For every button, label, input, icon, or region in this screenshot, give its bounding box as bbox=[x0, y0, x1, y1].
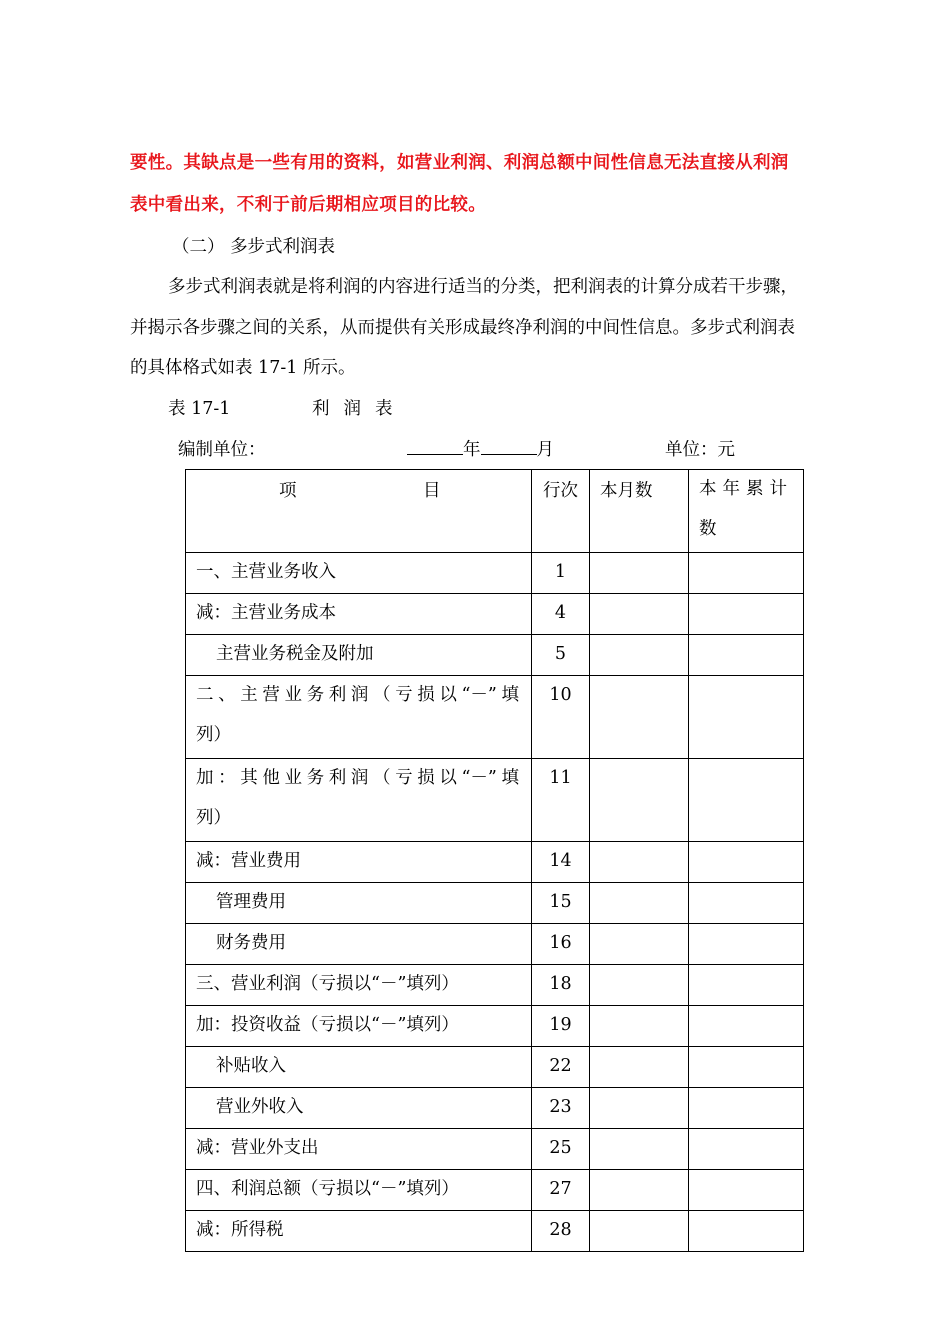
row-number: 22 bbox=[549, 1056, 572, 1076]
ytd-cell[interactable] bbox=[689, 1211, 804, 1252]
this-month-cell[interactable] bbox=[590, 759, 689, 842]
row-item-wrap bbox=[186, 758, 531, 838]
header-item-left: 项 bbox=[279, 481, 297, 501]
table-row bbox=[186, 1170, 804, 1211]
row-item: 减：主营业务成本 bbox=[196, 603, 336, 623]
row-number: 10 bbox=[549, 685, 572, 705]
row-item-line2: 列） bbox=[196, 725, 231, 745]
table-row bbox=[186, 965, 804, 1006]
this-month-cell[interactable] bbox=[590, 1006, 689, 1047]
row-number: 11 bbox=[549, 768, 572, 788]
month-label: 月 bbox=[536, 440, 554, 460]
section-heading: （二） 多步式利润表 bbox=[172, 237, 336, 257]
month-blank[interactable] bbox=[481, 438, 537, 455]
table-number: 表 17-1 bbox=[168, 399, 231, 419]
row-number: 16 bbox=[549, 933, 572, 953]
ytd-cell[interactable] bbox=[689, 676, 804, 759]
table-row bbox=[186, 1006, 804, 1047]
ytd-cell[interactable] bbox=[689, 842, 804, 883]
year-blank[interactable] bbox=[407, 438, 463, 455]
row-number: 5 bbox=[554, 644, 567, 664]
ytd-cell[interactable] bbox=[689, 883, 804, 924]
this-month-cell[interactable] bbox=[590, 553, 689, 594]
table-row bbox=[186, 1129, 804, 1170]
table-row bbox=[186, 676, 804, 759]
row-number: 23 bbox=[549, 1097, 572, 1117]
ytd-cell[interactable] bbox=[689, 1047, 804, 1088]
table-row bbox=[186, 553, 804, 594]
ytd-cell[interactable] bbox=[689, 553, 804, 594]
row-number: 19 bbox=[549, 1015, 572, 1035]
compiler-label: 编制单位： bbox=[178, 440, 266, 460]
row-item-wrap bbox=[186, 675, 531, 755]
row-item: 财务费用 bbox=[216, 933, 286, 953]
row-item: 一、主营业务收入 bbox=[196, 562, 336, 582]
row-item-line2: 列） bbox=[196, 808, 231, 828]
table-title: 利润表 bbox=[312, 399, 407, 419]
ytd-cell[interactable] bbox=[689, 1170, 804, 1211]
ytd-cell[interactable] bbox=[689, 1129, 804, 1170]
table-row bbox=[186, 635, 804, 676]
row-item: 管理费用 bbox=[216, 892, 286, 912]
header-this-month bbox=[590, 470, 689, 553]
row-number: 27 bbox=[549, 1179, 572, 1199]
this-month-cell[interactable] bbox=[590, 1047, 689, 1088]
year-label: 年 bbox=[463, 440, 481, 460]
row-number: 1 bbox=[554, 562, 567, 582]
this-month-cell[interactable] bbox=[590, 842, 689, 883]
income-statement-table bbox=[185, 469, 804, 1252]
ytd-cell[interactable] bbox=[689, 965, 804, 1006]
this-month-cell[interactable] bbox=[590, 676, 689, 759]
section-body-line-2: 并揭示各步骤之间的关系，从而提供有关形成最终净利润的中间性信息。多步式利润表 bbox=[130, 318, 795, 338]
row-number: 28 bbox=[549, 1220, 572, 1240]
row-item: 三、营业利润（亏损以“－”填列） bbox=[196, 974, 459, 994]
red-paragraph-line-1: 要性。其缺点是一些有用的资料，如营业利润、利润总额中间性信息无法直接从利润 bbox=[130, 153, 789, 173]
row-item: 主营业务税金及附加 bbox=[216, 644, 374, 664]
header-row-no bbox=[532, 470, 590, 553]
row-item: 减：营业费用 bbox=[196, 851, 301, 871]
ytd-cell[interactable] bbox=[689, 635, 804, 676]
ytd-cell[interactable] bbox=[689, 1006, 804, 1047]
table-row bbox=[186, 883, 804, 924]
row-number: 25 bbox=[549, 1138, 572, 1158]
row-item-line1: 二、主营业务利润（亏损以“－”填 bbox=[196, 685, 519, 705]
section-body-line-1: 多步式利润表就是将利润的内容进行适当的分类，把利润表的计算分成若干步骤， bbox=[168, 277, 798, 297]
row-number: 15 bbox=[549, 892, 572, 912]
table-row bbox=[186, 1211, 804, 1252]
row-number: 14 bbox=[549, 851, 572, 871]
this-month-cell[interactable] bbox=[590, 1211, 689, 1252]
row-number: 18 bbox=[549, 974, 572, 994]
header-ytd-line2: 数 bbox=[699, 519, 723, 539]
header-item-right: 目 bbox=[423, 481, 441, 501]
red-paragraph-line-2: 表中看出来，不利于前后期相应项目的比较。 bbox=[130, 195, 486, 215]
this-month-cell[interactable] bbox=[590, 1170, 689, 1211]
date-fields bbox=[407, 436, 554, 461]
table-row bbox=[186, 759, 804, 842]
table-row bbox=[186, 842, 804, 883]
row-item-line1: 加：其他业务利润（亏损以“－”填 bbox=[196, 768, 519, 788]
ytd-cell[interactable] bbox=[689, 594, 804, 635]
ytd-cell[interactable] bbox=[689, 1088, 804, 1129]
row-item: 四、利润总额（亏损以“－”填列） bbox=[196, 1179, 459, 1199]
table-row bbox=[186, 924, 804, 965]
this-month-cell[interactable] bbox=[590, 883, 689, 924]
row-item: 减：所得税 bbox=[196, 1220, 284, 1240]
ytd-cell[interactable] bbox=[689, 759, 804, 842]
row-item: 减：营业外支出 bbox=[196, 1138, 319, 1158]
header-this-month-label: 本月数 bbox=[600, 481, 653, 501]
section-body-line-3: 的具体格式如表 17-1 所示。 bbox=[130, 358, 356, 378]
this-month-cell[interactable] bbox=[590, 635, 689, 676]
header-item bbox=[186, 470, 532, 553]
unit-label: 单位：元 bbox=[665, 440, 735, 460]
row-number: 4 bbox=[554, 603, 567, 623]
this-month-cell[interactable] bbox=[590, 1129, 689, 1170]
this-month-cell[interactable] bbox=[590, 1088, 689, 1129]
this-month-cell[interactable] bbox=[590, 965, 689, 1006]
this-month-cell[interactable] bbox=[590, 594, 689, 635]
table-row bbox=[186, 594, 804, 635]
table-row bbox=[186, 1047, 804, 1088]
header-ytd bbox=[689, 470, 804, 553]
header-row-no-label: 行次 bbox=[543, 481, 578, 501]
ytd-cell[interactable] bbox=[689, 924, 804, 965]
row-item: 营业外收入 bbox=[216, 1097, 304, 1117]
table-header-row bbox=[186, 470, 804, 553]
row-item: 补贴收入 bbox=[216, 1056, 286, 1076]
table-row bbox=[186, 1088, 804, 1129]
this-month-cell[interactable] bbox=[590, 924, 689, 965]
header-ytd-line1: 本年累计 bbox=[699, 479, 793, 499]
row-item: 加：投资收益（亏损以“－”填列） bbox=[196, 1015, 459, 1035]
